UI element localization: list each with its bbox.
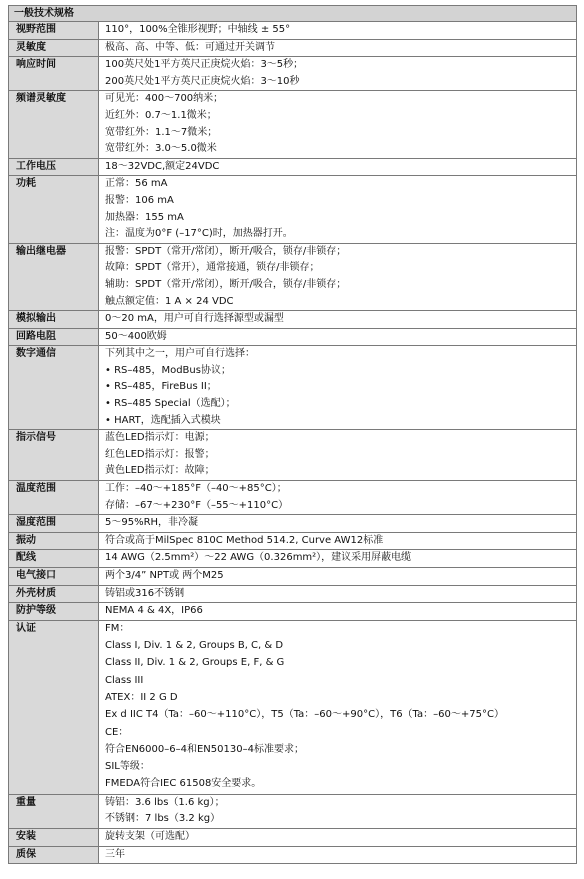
spec-table — [8, 5, 577, 864]
spec-label: 输出继电器 — [9, 243, 99, 310]
spec-row — [9, 243, 577, 310]
spec-value-line: 5～95%RH，非冷凝 — [105, 517, 199, 529]
spec-row — [9, 39, 577, 57]
spec-value-line: • RS–485，FireBus II； — [105, 381, 217, 393]
spec-row — [9, 57, 577, 91]
spec-value — [99, 22, 577, 40]
spec-value — [99, 39, 577, 57]
spec-value-line: 存储：–67～+230°F（–55～+110°C） — [105, 499, 289, 511]
spec-row — [9, 430, 577, 481]
spec-value — [99, 328, 577, 346]
spec-row — [9, 91, 577, 158]
spec-header-row — [9, 6, 577, 22]
spec-sheet — [8, 5, 576, 864]
spec-value-line: • RS–485 Special（选配）； — [105, 398, 236, 410]
spec-value-line: Class I, Div. 1 & 2, Groups B, C, & D — [105, 640, 284, 652]
spec-label: 振动 — [9, 532, 99, 550]
spec-value — [99, 158, 577, 176]
spec-label: 频谱灵敏度 — [9, 91, 99, 158]
spec-value-line: 红色LED指示灯：报警； — [105, 448, 215, 460]
spec-label: 湿度范围 — [9, 515, 99, 533]
spec-value-line: CE： — [105, 726, 129, 738]
spec-row — [9, 532, 577, 550]
spec-value-line: 铸铝或316不锈钢 — [105, 587, 185, 599]
spec-row — [9, 481, 577, 515]
spec-row — [9, 620, 577, 794]
spec-value-line: 极高、高、中等、低：可通过开关调节 — [105, 41, 275, 53]
spec-label: 认证 — [9, 620, 99, 794]
spec-value — [99, 57, 577, 91]
spec-label: 模拟输出 — [9, 311, 99, 329]
spec-value-line: SIL等级： — [105, 761, 150, 773]
spec-value-line: 三年 — [105, 848, 125, 860]
spec-row — [9, 568, 577, 586]
spec-value-line: ATEX：II 2 G D — [105, 691, 178, 703]
spec-row — [9, 22, 577, 40]
spec-row — [9, 550, 577, 568]
spec-row — [9, 346, 577, 430]
spec-value — [99, 430, 577, 481]
spec-row — [9, 603, 577, 621]
spec-value-line: 故障：SPDT（常开），通常接通，锁存/非锁存； — [105, 262, 320, 274]
spec-label: 温度范围 — [9, 481, 99, 515]
spec-value — [99, 585, 577, 603]
spec-row — [9, 828, 577, 846]
spec-value — [99, 550, 577, 568]
spec-label: 指示信号 — [9, 430, 99, 481]
spec-row — [9, 328, 577, 346]
spec-value — [99, 515, 577, 533]
spec-row — [9, 515, 577, 533]
spec-value-line: 符合或高于MilSpec 810C Method 514.2, Curve AW12标准 — [105, 534, 384, 546]
spec-value-line: 蓝色LED指示灯：电源； — [105, 432, 215, 444]
spec-value-line: 200英尺处1平方英尺正庚烷火焰：3～10秒 — [105, 75, 300, 87]
spec-value-line: 加热器：155 mA — [105, 211, 184, 223]
spec-label: 重量 — [9, 794, 99, 828]
spec-label: 回路电阻 — [9, 328, 99, 346]
spec-value — [99, 568, 577, 586]
spec-value-line: • RS–485，ModBus协议； — [105, 364, 231, 376]
spec-value — [99, 176, 577, 243]
spec-label: 配线 — [9, 550, 99, 568]
spec-value-line: 近红外：0.7～1.1微米； — [105, 109, 217, 121]
spec-label: 响应时间 — [9, 57, 99, 91]
spec-value — [99, 481, 577, 515]
spec-value-line: Class II, Div. 1 & 2, Groups E, F, & G — [105, 657, 285, 669]
spec-label: 工作电压 — [9, 158, 99, 176]
spec-value-line: 工作：–40～+185°F（–40～+85°C）； — [105, 483, 287, 495]
spec-label: 功耗 — [9, 176, 99, 243]
spec-value-line: 14 AWG（2.5mm²）～22 AWG（0.326mm²），建议采用屏蔽电缆 — [105, 552, 412, 564]
spec-value-line: 辅助：SPDT（常开/常闭），断开/吸合，锁存/非锁存； — [105, 278, 347, 290]
spec-value-line: NEMA 4 & 4X，IP66 — [105, 605, 203, 617]
spec-value-line: 注：温度为0°F (–17°C)时，加热器打开。 — [105, 228, 293, 240]
spec-value-line: 触点额定值：1 A × 24 VDC — [105, 295, 234, 307]
spec-label: 视野范围 — [9, 22, 99, 40]
spec-value — [99, 828, 577, 846]
spec-value — [99, 532, 577, 550]
spec-value-line: 宽带红外：3.0～5.0微米 — [105, 143, 217, 155]
spec-label: 灵敏度 — [9, 39, 99, 57]
spec-row — [9, 585, 577, 603]
spec-value-line: 符合EN6000–6–4和EN50130–4标准要求； — [105, 743, 304, 755]
spec-value-line: 宽带红外：1.1～7微米； — [105, 126, 218, 138]
spec-row — [9, 794, 577, 828]
spec-label: 电气接口 — [9, 568, 99, 586]
spec-value-line: FMEDA符合IEC 61508安全要求。 — [105, 778, 262, 790]
spec-value-line: 可见光：400～700纳米； — [105, 93, 224, 105]
spec-value-line: 旋转支架（可选配） — [105, 830, 195, 842]
spec-value — [99, 311, 577, 329]
spec-value-line: 100英尺处1平方英尺正庚烷火焰：3～5秒； — [105, 59, 304, 71]
spec-value-line: 50～400欧姆 — [105, 330, 167, 342]
spec-label: 防护等级 — [9, 603, 99, 621]
spec-value-line: 18～32VDC,额定24VDC — [105, 160, 220, 172]
spec-value-line: FM： — [105, 622, 130, 634]
spec-value-line: • HART，选配插入式模块 — [105, 414, 221, 426]
spec-value — [99, 603, 577, 621]
spec-value — [99, 794, 577, 828]
spec-value-line: 不锈钢：7 lbs（3.2 kg） — [105, 813, 221, 825]
spec-value-line: 两个3/4” NPT或 两个M25 — [105, 570, 224, 581]
spec-value-line: 正常：56 mA — [105, 178, 168, 190]
spec-value — [99, 346, 577, 430]
spec-value — [99, 846, 577, 864]
spec-value — [99, 620, 577, 794]
spec-value-line: 报警：SPDT（常开/常闭），断开/吸合，锁存/非锁存； — [105, 245, 347, 257]
spec-value-line: 铸铝：3.6 lbs（1.6 kg）； — [105, 796, 225, 808]
spec-value-line: 0～20 mA，用户可自行选择源型或漏型 — [105, 313, 284, 325]
spec-value — [99, 91, 577, 158]
spec-label: 数字通信 — [9, 346, 99, 430]
spec-value-line: 报警：106 mA — [105, 194, 174, 206]
spec-value-line: 下列其中之一，用户可自行选择： — [105, 348, 255, 360]
spec-value — [99, 243, 577, 310]
spec-row — [9, 158, 577, 176]
spec-label: 安装 — [9, 828, 99, 846]
spec-row — [9, 311, 577, 329]
spec-value-line: 黄色LED指示灯：故障； — [105, 465, 215, 477]
spec-label: 质保 — [9, 846, 99, 864]
spec-value-line: Ex d IIC T4（Ta：–60～+110°C），T5（Ta：–60～+90°C），T6（Ta：–60～+75°C） — [105, 709, 504, 721]
spec-row — [9, 176, 577, 243]
spec-value-line: Class III — [105, 674, 144, 686]
spec-header: 一般技术规格 — [9, 6, 577, 22]
spec-value-line: 110°，100%全锥形视野；中轴线 ± 55° — [105, 24, 291, 35]
spec-label: 外壳材质 — [9, 585, 99, 603]
spec-row — [9, 846, 577, 864]
